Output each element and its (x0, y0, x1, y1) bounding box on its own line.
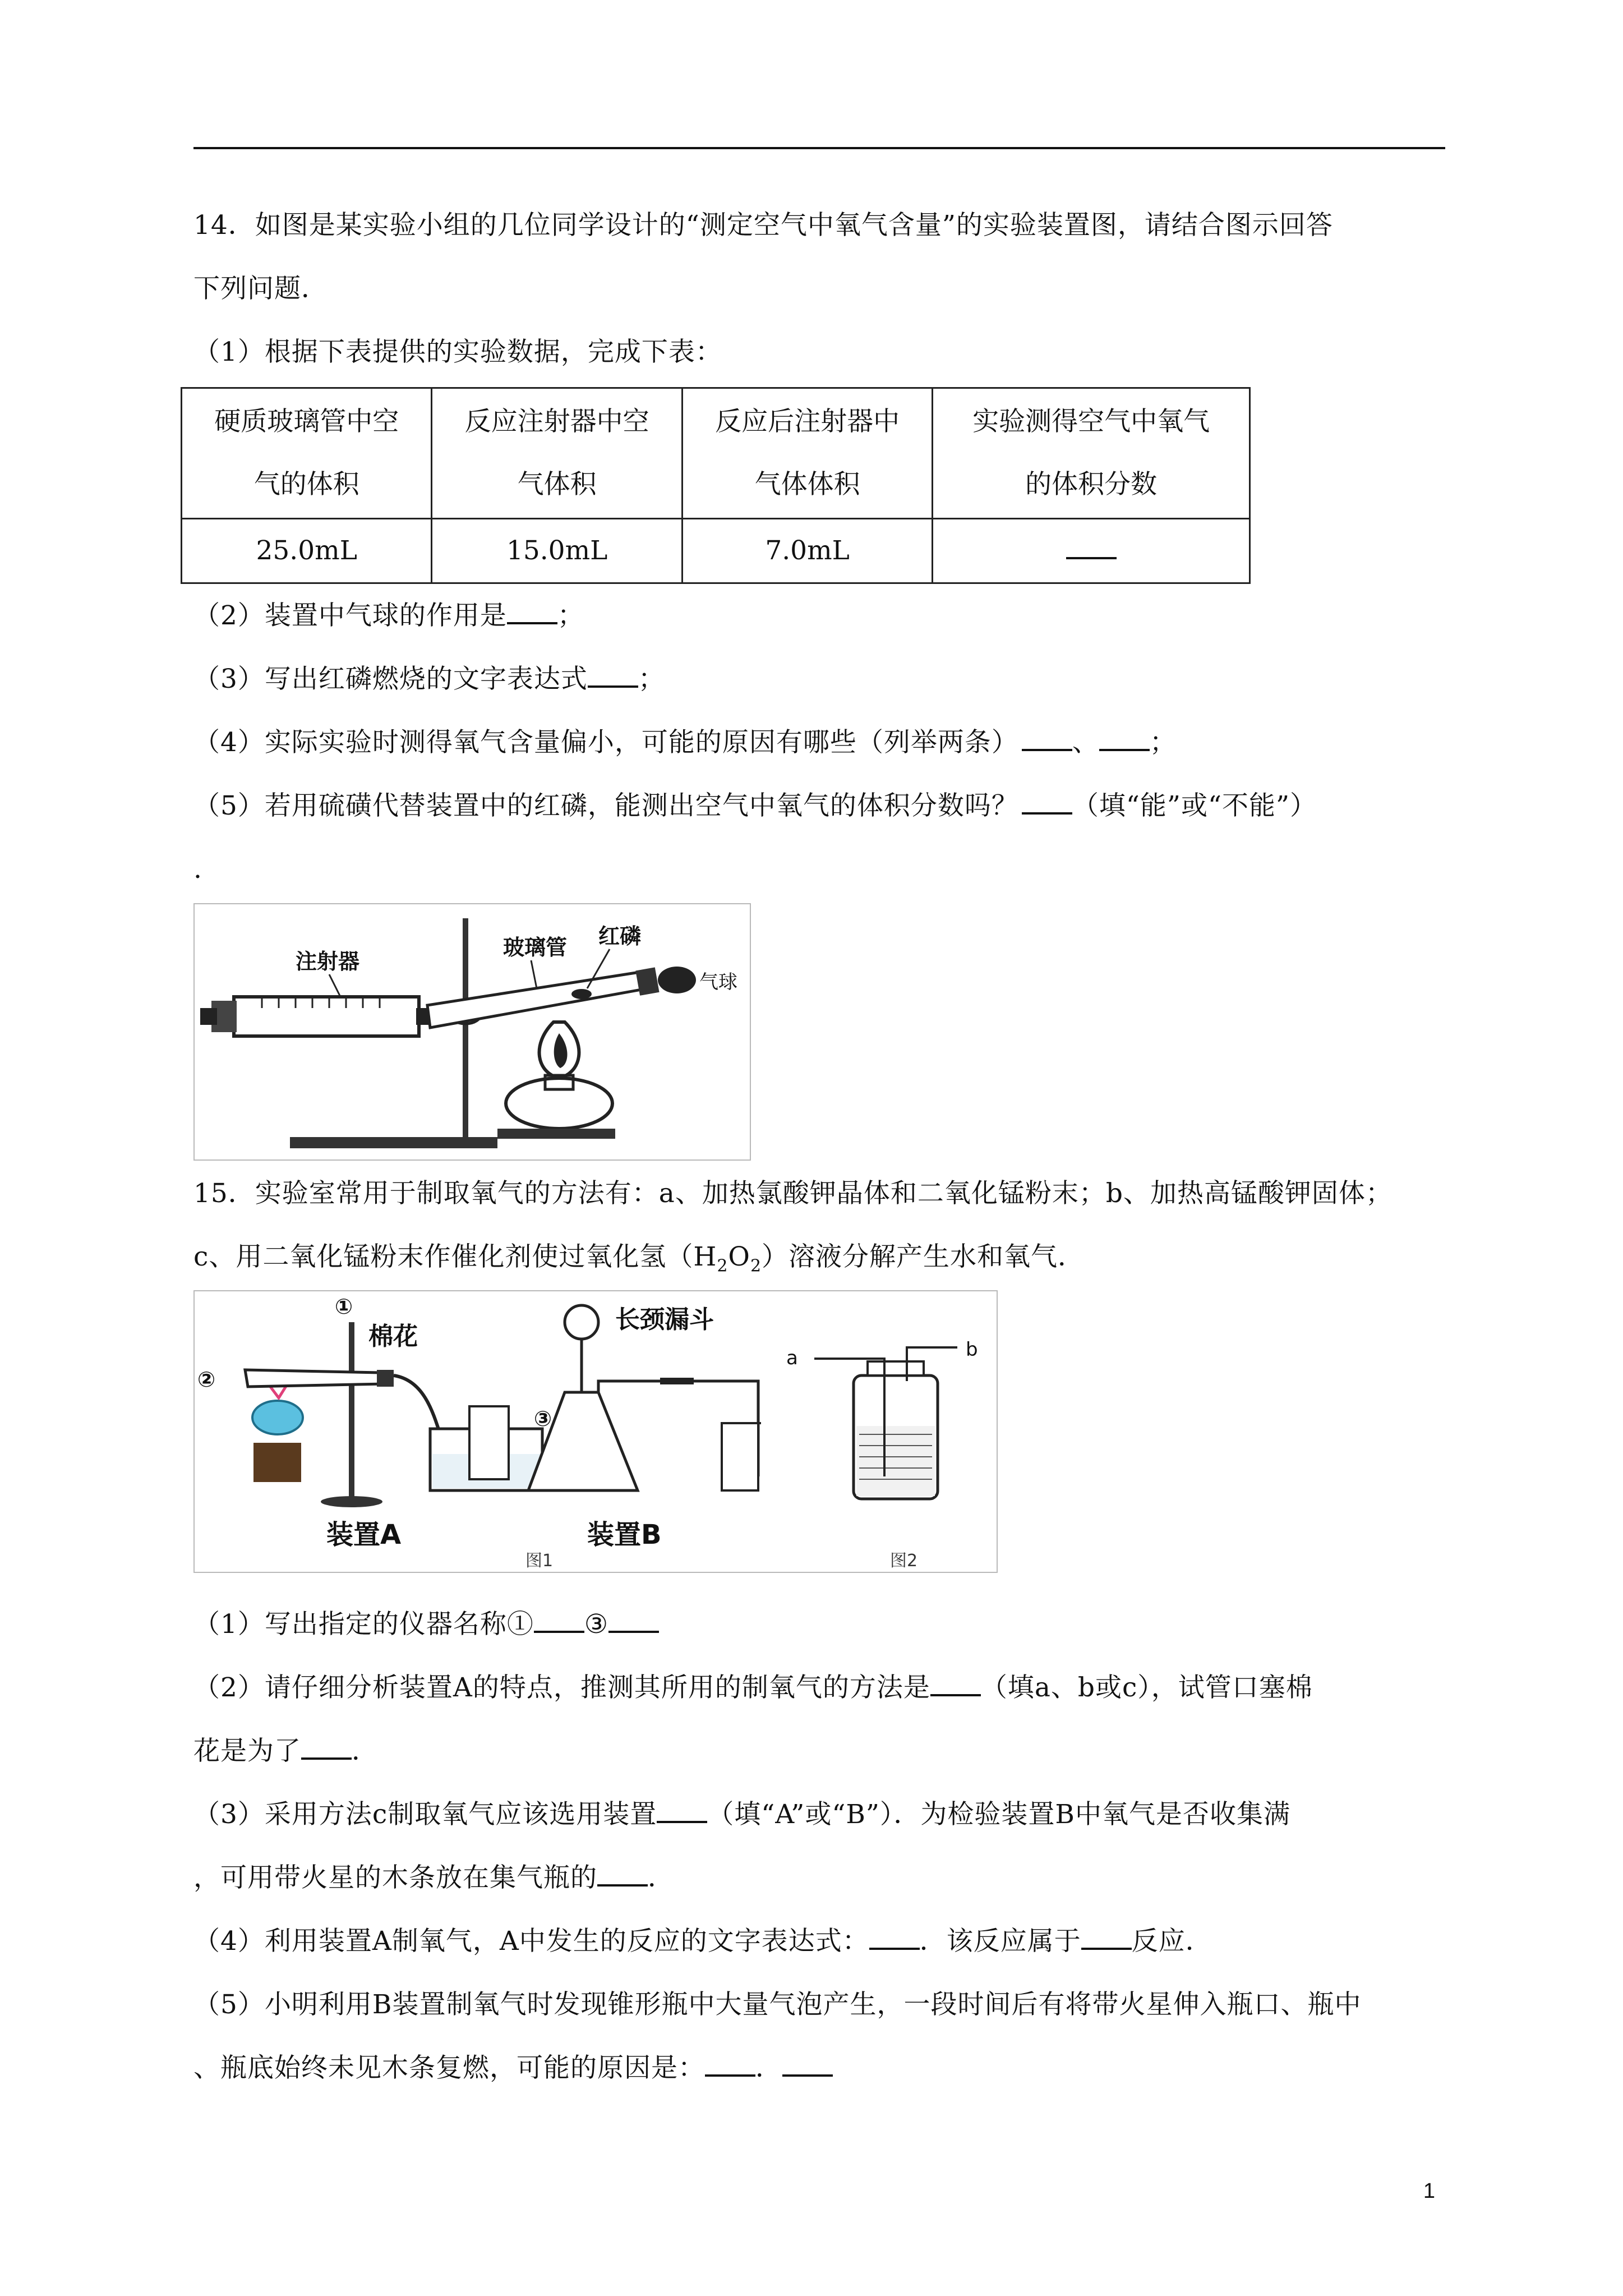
q15-part1: （1）写出指定的仪器名称① ③ (193, 1608, 659, 1641)
answer-blank[interactable] (608, 1608, 659, 1633)
answer-blank[interactable] (1022, 790, 1072, 815)
table-header-cell: 实验测得空气中氧气 的体积分数 (933, 388, 1250, 519)
table-cell: 7.0mL (682, 519, 932, 583)
q15-part3-cont: ，可用带火星的木条放在集气瓶的 ． (193, 1862, 675, 1893)
q15-part5-cont: 、瓶底始终未见木条复燃，可能的原因是： ． (193, 2051, 833, 2085)
q14-part5: （5）若用硫磺代替装置中的红磷，能测出空气中氧气的体积分数吗？ （填“能”或“不能”） (193, 790, 1317, 821)
table-row (182, 519, 1250, 583)
label-syringe: 注射器 (296, 949, 360, 974)
oxygen-apparatus-diagram (195, 1291, 997, 1572)
q15-part5: （5）小明利用B装置制氧气时发现锥形瓶中大量气泡产生，一段时间后有将带火星伸入瓶口、瓶中 (193, 1989, 1362, 2020)
label-device-a: 装置A (326, 1519, 402, 1550)
q15-part2-cont: 花是为了 ． (193, 1736, 379, 1766)
answer-blank[interactable] (1022, 726, 1072, 751)
label-figure1: 图1 (525, 1551, 554, 1571)
apparatus-diagram (195, 904, 750, 1159)
label-port-b: b (966, 1338, 978, 1361)
answer-blank[interactable] (1099, 726, 1150, 751)
page-number: 1 (1423, 2179, 1435, 2203)
q14-stem-line1: 14．如图是某实验小组的几位同学设计的“测定空气中氧气含量”的实验装置图，请结合图示回答 (193, 210, 1333, 241)
answer-blank[interactable] (657, 1798, 707, 1823)
answer-blank[interactable] (507, 600, 557, 624)
q14-stem-line2: 下列问题． (193, 273, 328, 304)
answer-blank[interactable] (1066, 535, 1117, 559)
answer-blank[interactable] (705, 2052, 755, 2077)
answer-blank-cell[interactable] (933, 519, 1250, 583)
answer-blank[interactable] (597, 1862, 648, 1887)
q14-apparatus-figure (193, 903, 751, 1161)
label-cotton: 棉花 (368, 1322, 418, 1351)
table-header-cell: 反应后注射器中 气体体积 (682, 388, 932, 519)
q15-part3: （3）采用方法c制取氧气应该选用装置 （填“A”或“B”）．为检验装置B中氧气是否收集满 (193, 1799, 1290, 1830)
label-num1: ① (335, 1294, 353, 1319)
answer-blank[interactable] (930, 1672, 981, 1696)
label-num2: ② (197, 1367, 216, 1392)
q14-part3: （3）写出红磷燃烧的文字表达式 ； (193, 664, 665, 694)
table-cell: 15.0mL (432, 519, 682, 583)
label-device-b: 装置B (587, 1519, 662, 1550)
label-balloon: 气球 (699, 971, 737, 993)
q15-stem-line2: c、用二氧化锰粉末作催化剂使过氧化氢$(H_2O_2)$溶液分解产生水和氧气． (193, 1241, 1085, 1276)
answer-blank[interactable] (782, 2052, 833, 2077)
answer-blank[interactable] (588, 663, 638, 688)
label-red-phosphorus: 红磷 (598, 924, 642, 949)
q15-part2: （2）请仔细分析装置A的特点，推测其所用的制氧气的方法是 （填a、b或c），试管口塞棉 (193, 1672, 1313, 1703)
q15-apparatus-figure (193, 1290, 998, 1573)
table-cell: 25.0mL (182, 519, 432, 583)
answer-blank[interactable] (301, 1735, 352, 1760)
answer-blank[interactable] (1081, 1925, 1132, 1950)
table-header-cell: 反应注射器中空 气体积 (432, 388, 682, 519)
answer-blank[interactable] (869, 1925, 920, 1950)
label-port-a: a (786, 1347, 798, 1369)
label-long-neck-funnel: 长颈漏斗 (615, 1305, 714, 1334)
q15-part4: （4）利用装置A制氧气，A中发生的反应的文字表达式： ．该反应属于 反应． (193, 1926, 1212, 1957)
q14-data-table (181, 387, 1251, 584)
answer-blank[interactable] (534, 1608, 584, 1633)
table-header-row (182, 388, 1250, 519)
table-header-cell: 硬质玻璃管中空 气的体积 (182, 388, 432, 519)
q14-part1: （1）根据下表提供的实验数据，完成下表： (193, 337, 722, 367)
q14-part4: （4）实际实验时测得氧气含量偏小，可能的原因有哪些（列举两条） 、 ； (193, 727, 1177, 758)
label-num3: ③ (534, 1406, 552, 1431)
q14-part2: （2）装置中气球的作用是 ； (193, 600, 584, 631)
label-figure2: 图2 (890, 1551, 918, 1571)
q15-stem-line1: 15．实验室常用于制取氧气的方法有：a、加热氯酸钾晶体和二氧化锰粉末；b、加热高锰酸钾固体； (193, 1178, 1393, 1209)
label-glass-tube: 玻璃管 (503, 935, 568, 960)
q14-part5-end: . (193, 854, 202, 885)
header-rule (193, 147, 1445, 149)
